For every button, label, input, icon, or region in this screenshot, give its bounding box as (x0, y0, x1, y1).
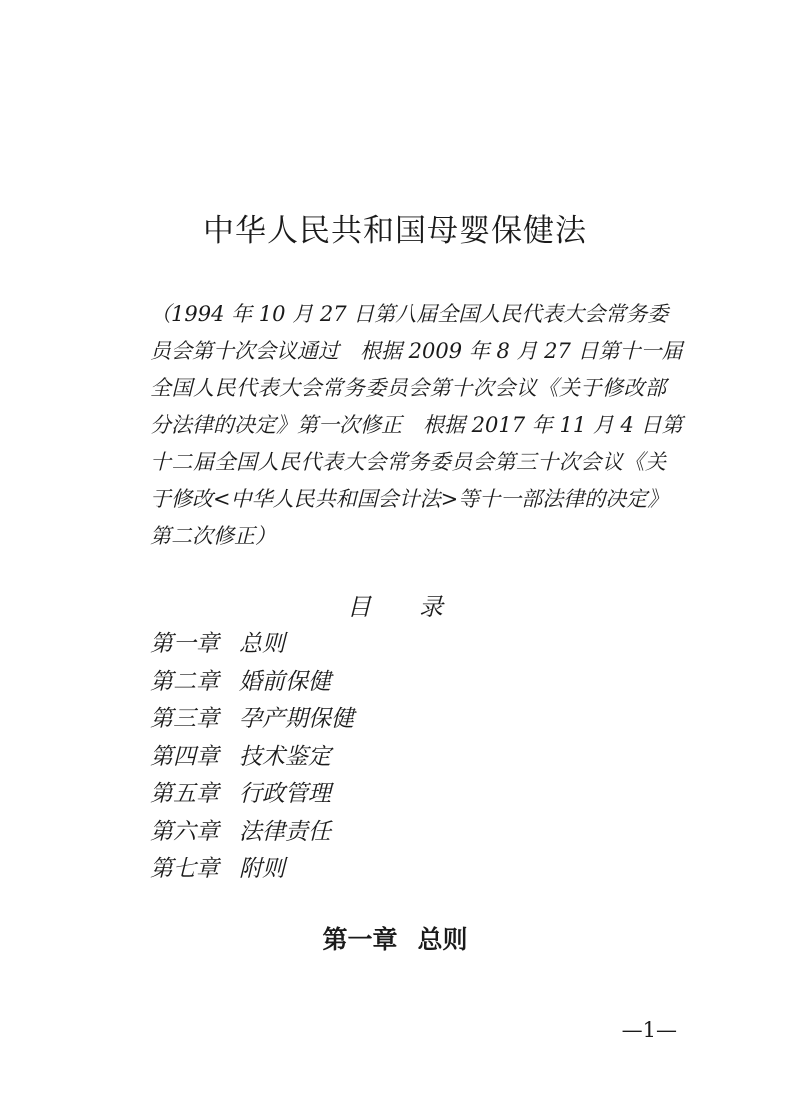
toc-item-chapter-2 (150, 664, 354, 702)
toc-item-chapter-label: 第七章 (150, 856, 219, 882)
chapter-1-heading (0, 925, 790, 955)
enactment-note-line: （1994 年 10 月 27 日第八届全国人民代表大会常务委 (150, 302, 669, 326)
enactment-note-line: 于修改<中华人民共和国会计法>等十一部法律的决定》 (150, 487, 669, 511)
chapter-heading-title: 总则 (417, 925, 468, 954)
toc-item-chapter-1 (150, 626, 354, 664)
toc-item-title: 技术鉴定 (239, 743, 331, 770)
toc-item-chapter-label: 第一章 (150, 631, 219, 657)
toc-item-chapter-label: 第五章 (150, 781, 219, 807)
toc-list (150, 626, 354, 889)
toc-item-chapter-5 (150, 776, 354, 814)
enactment-note-line: 第二次修正） (150, 524, 276, 548)
toc-item-title: 总则 (239, 631, 285, 657)
toc-item-chapter-4 (150, 739, 354, 777)
toc-item-chapter-3 (150, 701, 354, 739)
enactment-note-line: 十二届全国人民代表大会常务委员会第三十次会议《关 (150, 450, 666, 474)
enactment-note (150, 296, 683, 555)
chapter-heading-number: 第一章 (322, 925, 398, 954)
enactment-note-line: 分法律的决定》第一次修正 根据 2017 年 11 月 4 日第 (150, 413, 683, 437)
toc-heading: 目 录 (347, 593, 443, 621)
toc-item-title: 附则 (239, 856, 285, 882)
enactment-note-line: 员会第十次会议通过 根据 2009 年 8 月 27 日第十一届 (150, 339, 683, 363)
toc-item-chapter-6 (150, 814, 354, 852)
document-title: 中华人民共和国母婴保健法 (203, 213, 587, 249)
toc-item-title: 法律责任 (239, 818, 331, 845)
toc-item-chapter-label: 第三章 (150, 706, 219, 732)
toc-item-title: 行政管理 (239, 781, 331, 807)
toc-item-chapter-label: 第四章 (150, 743, 219, 770)
toc-item-chapter-7 (150, 851, 354, 889)
enactment-note-line: 全国人民代表大会常务委员会第十次会议《关于修改部 (150, 376, 666, 400)
toc-item-chapter-label: 第六章 (150, 818, 219, 845)
toc-item-title: 孕产期保健 (239, 706, 354, 732)
toc-item-chapter-label: 第二章 (150, 668, 219, 695)
page-number: —1— (621, 1018, 677, 1042)
toc-item-title: 婚前保健 (239, 668, 331, 695)
